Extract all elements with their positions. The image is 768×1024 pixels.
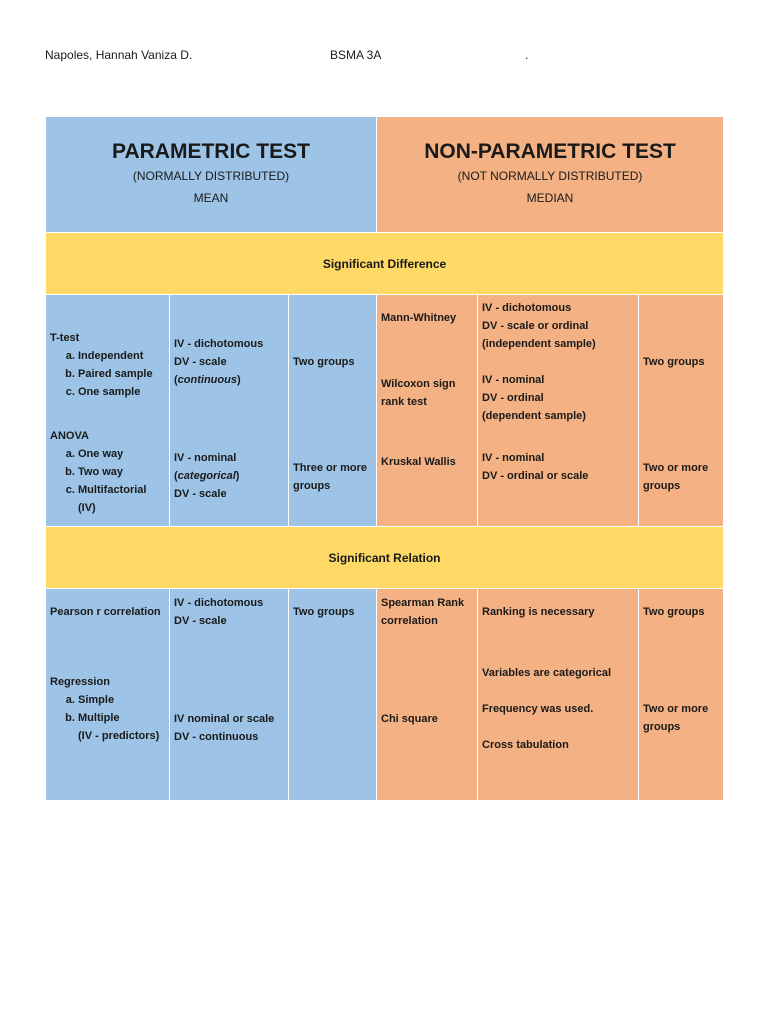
anova-title: ANOVA <box>50 430 89 442</box>
nonparametric-sub2: MEDIAN <box>526 191 574 205</box>
significant-difference-header: Significant Difference <box>46 233 724 295</box>
var-line: DV - ordinal <box>482 392 544 404</box>
header-dot: . <box>525 48 529 62</box>
var-line: IV - dichotomous <box>174 338 264 350</box>
groups-label: Two groups <box>293 356 355 368</box>
var-line: IV - nominal <box>482 452 545 464</box>
groups-label: Two groups <box>643 606 705 618</box>
groups-label: Two groups <box>293 606 355 618</box>
test-name: Wilcoxon sign rank test <box>381 378 456 408</box>
regression-list <box>50 691 165 727</box>
var-line: IV - nominal <box>174 452 237 464</box>
list-item: a. One way <box>78 445 165 463</box>
diff-variables-cell <box>170 295 289 527</box>
var-line: DV - scale <box>174 615 227 627</box>
ttest-title: T-test <box>50 332 80 344</box>
var-line: DV - scale or ordinal <box>482 320 589 332</box>
rel-tests-cell <box>46 589 170 801</box>
rel-variables-cell <box>170 589 289 801</box>
var-line: IV - dichotomous <box>174 597 264 609</box>
list-item: c. One sample <box>78 383 165 401</box>
diff-tests-cell <box>46 295 170 527</box>
nonparametric-sub1: (NOT NORMALLY DISTRIBUTED) <box>457 169 643 183</box>
var-line: DV - continuous <box>174 731 259 743</box>
list-item: b. Paired sample <box>78 365 165 383</box>
var-line: (categorical) <box>174 470 240 482</box>
significant-relation-header: Significant Relation <box>46 527 724 589</box>
groups-label: Two or more groups <box>643 703 709 733</box>
var-line: DV - ordinal or scale <box>482 470 589 482</box>
ttest-list <box>50 347 165 401</box>
list-item: b. Multiple <box>78 709 165 727</box>
section-label: BSMA 3A <box>330 48 382 62</box>
np-diff-tests-cell <box>377 295 478 527</box>
test-name: Spearman Rank correlation <box>381 597 465 627</box>
test-name: Mann-Whitney <box>381 312 457 324</box>
np-diff-variables-cell <box>478 295 639 527</box>
var-line: DV - scale <box>174 488 227 500</box>
note-line: Frequency was used. <box>482 703 594 715</box>
var-line: IV - nominal <box>482 374 545 386</box>
var-line: (independent sample) <box>482 338 596 350</box>
test-name: Kruskal Wallis <box>381 456 456 468</box>
var-line: (continuous) <box>174 374 241 386</box>
nonparametric-header <box>377 117 724 233</box>
var-line: IV - dichotomous <box>482 302 572 314</box>
list-item: b. Two way <box>78 463 165 481</box>
rel-groups-cell <box>289 589 377 801</box>
test-name: Pearson r correlation <box>50 606 161 618</box>
var-line: IV nominal or scale <box>174 713 275 725</box>
np-diff-groups-cell <box>639 295 724 527</box>
np-rel-groups-cell <box>639 589 724 801</box>
np-rel-variables-cell <box>478 589 639 801</box>
groups-label: Two groups <box>643 356 705 368</box>
groups-label: Two or more groups <box>643 462 709 492</box>
statistical-tests-table <box>45 116 724 801</box>
var-line: (dependent sample) <box>482 410 586 422</box>
np-rel-tests-cell <box>377 589 478 801</box>
regression-extra: (IV - predictors) <box>78 730 160 742</box>
parametric-header <box>46 117 377 233</box>
note-line: Cross tabulation <box>482 739 569 751</box>
parametric-sub2: MEAN <box>193 191 229 205</box>
list-item: a. Independent <box>78 347 165 365</box>
regression-title: Regression <box>50 676 110 688</box>
nonparametric-title: NON-PARAMETRIC TEST <box>424 140 676 163</box>
list-item: a. Simple <box>78 691 165 709</box>
diff-groups-cell <box>289 295 377 527</box>
test-name: Chi square <box>381 713 438 725</box>
groups-label: Three or more groups <box>293 462 367 492</box>
anova-list <box>50 445 165 499</box>
student-name: Napoles, Hannah Vaniza D. <box>45 48 193 62</box>
note-line: Variables are categorical <box>482 667 612 679</box>
parametric-sub1: (NORMALLY DISTRIBUTED) <box>132 169 290 183</box>
list-item: c. Multifactorial <box>78 481 165 499</box>
anova-extra: (IV) <box>78 502 96 514</box>
parametric-title: PARAMETRIC TEST <box>112 140 310 163</box>
var-line: DV - scale <box>174 356 227 368</box>
note-line: Ranking is necessary <box>482 606 595 618</box>
